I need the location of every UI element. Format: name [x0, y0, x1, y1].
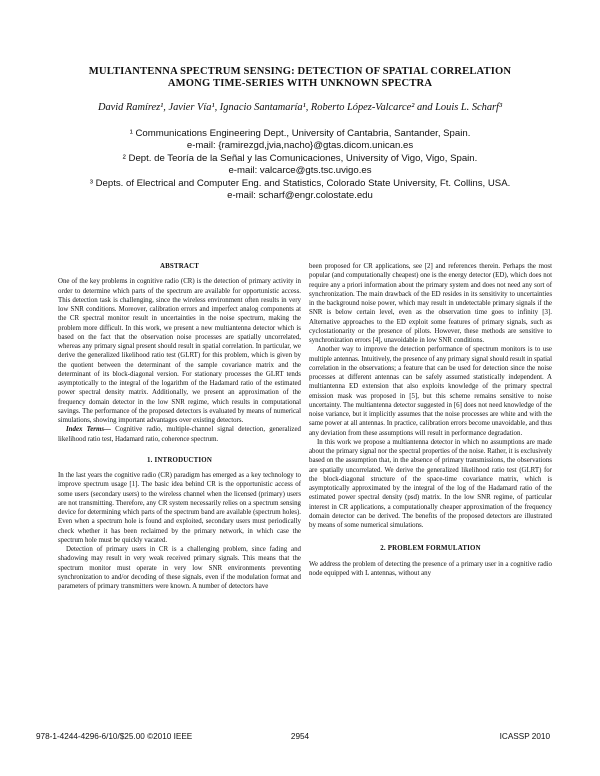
intro-paragraph-1: In the last years the cognitive radio (CR) paradigm has emerged as a key technology to improve spectrum usage [1]. The basic idea behind CR is the opportunistic access of some users (secondary users) to the wireless channel when the licensed (primary) users are not transmitting. Therefore, any CR system necessarily relies on a spectrum sensing device for determining which parts of the spectrum band are available (spectrum holes). Even when a spectrum hole is found and exploited, secondary users must periodically check whether it has been reclaimed by the primary network, in which case the spectrum hole must be quickly vacated. [58, 472, 301, 544]
footer-page-number: 2954 [290, 732, 310, 741]
left-column [58, 262, 301, 591]
intro-paragraph-2: Detection of primary users in CR is a challenging problem, since fading and shadowing may result in very weak received primary signals. This means that the spectrum monitor must operate in very low SNR environments preventing synchronization to and/or decoding of these signals, even if the modulation format and parameters of primary transmitters were known. A number of detectors have [58, 546, 301, 590]
title-line-2: AMONG TIME-SERIES WITH UNKNOWN SPECTRA [167, 78, 433, 90]
affiliation-3-email: e-mail: scharf@engr.colostate.edu [227, 190, 373, 202]
right-paragraph-3: In this work we propose a multiantenna detector in which no assumptions are made about the primary signal nor the spectral properties of the noise. Rather, it is exclusively based on the assumption that, in the absence of primary transmissions, the observations are spatially uncorrelated. We derive the generalized likelihood ratio test (GLRT) for the block-diagonal structure of the space-time covariance matrix, which is asymptotically approximated by the integral of the log of the Hadamard ratio of the estimated power spectral density (psd) matrix. In the low SNR regime, of particular interest in CR applications, a computationally cheaper approximation of the frequency domain detector can be derived. The benefits of the proposed detectors are illustrated by means of some numerical simulations. [309, 438, 552, 529]
introduction-heading: 1. INTRODUCTION [146, 456, 213, 464]
problem-paragraph-1: We address the problem of detecting the presence of a primary user in a cognitive radio node equipped with L antennas, without any [309, 560, 552, 577]
footer-conference: ICASSP 2010 [499, 732, 550, 741]
abstract-heading: ABSTRACT [159, 263, 200, 270]
right-paragraph-1: been proposed for CR applications, see [2] and references therein. Perhaps the most popular (and computationally cheapest) one is the energy detector (ED), which does not require any a priori information about the primary system and does not need any sort of synchronization. The main drawback of the ED resides in its sensitivity to uncertainties in the background noise power, which may result in undetectable primary signals if the SNR is below certain level, even as the observation time goes to infinity [3]. Alternative approaches to the ED exploit some features of primary signals, such as cyclostationarity or the presence of pilots. However, these methods are sensitive to synchronization errors [4], unavoidable in low SNR conditions. [309, 263, 552, 344]
affiliation-1: ¹ Communications Engineering Dept., University of Cantabria, Santander, Spain. [129, 128, 471, 139]
problem-formulation-heading: 2. PROBLEM FORMULATION [380, 545, 481, 553]
affiliations [30, 128, 570, 202]
index-terms [58, 425, 301, 444]
author-list: David Ramírez¹, Javier Vía¹, Ignacio Santamaría¹, Roberto López-Valcarce² and Louis L. Scharf³ [97, 102, 503, 113]
footer-isbn: 978-1-4244-4296-6/10/$25.00 ©2010 IEEE [36, 732, 193, 741]
paper-title [40, 66, 560, 91]
right-column [309, 262, 552, 578]
index-terms-text: Cognitive radio, multiple-channel signal detection, generalized likelihood ratio test, Hadamard ratio, coherence spectrum. [58, 426, 301, 443]
abstract-text: One of the key problems in cognitive radio (CR) is the detection of primary activity in order to determine which parts of the spectrum are available for opportunistic access. This detection task is challenging, since the wireless environment often results in very low SNR conditions. Moreover, calibration errors and imperfect analog components at the CR spectral monitor result in uncertainties in the noise spectrum, making the problem more difficult. In this work, we present a new multiantenna detector which is based on the fact that the observation noise processes are spatially uncorrelated, whereas any primary signal present should result in spatial correlation. In particular, we derive the generalized likelihood ratio test (GLRT) for this problem, which is given by the quotient between the determinant of the sample covariance matrix and the determinant of its block-diagonal version. For stationary processes the GLRT tends asymptotically to the integral of the logarithm of the Hadamard ratio of the estimated power spectral density matrix. Additionally, we present an approximation of the frequency domain detector in the low SNR regime, which results in computational savings. The performance of the proposed detectors is evaluated by means of numerical simulations, showing important advantages over existing detectors. [58, 278, 301, 424]
title-line-1: MULTIANTENNA SPECTRUM SENSING: DETECTION OF SPATIAL CORRELATION [88, 66, 512, 77]
index-terms-label: Index Terms— [66, 426, 111, 434]
affiliation-2-email: e-mail: valcarce@gts.tsc.uvigo.es [228, 165, 372, 177]
affiliation-2: ² Dept. de Teoría de la Señal y las Comunicaciones, University of Vigo, Vigo, Spain. [122, 152, 478, 164]
affiliation-3: ³ Depts. of Electrical and Computer Eng. and Statistics, Colorado State University, Ft. Collins, USA. [89, 177, 511, 189]
affiliation-1-email: e-mail: {ramirezgd,jvia,nacho}@gtas.dicom.unican.es [186, 140, 414, 152]
right-paragraph-2: Another way to improve the detection performance of spectrum monitors is to use multiple antennas. Intuitively, the presence of any primary signal should result in spatial correlation in the observations; a feature that can be used for detection since the noise processes at different antennas can be safely assumed statistically independent. A multiantenna ED extension that also exploits knowledge of the primary spectral emission mask was proposed in [5], but this scheme remains sensitive to noise uncertainty. The multiantenna detector suggested in [6] does not need knowledge of the noise variance, but it implicitly assumes that the noise processes are white and with the same power at all antennas. In practice, calibration errors become unavoidable, and thus any deviation from these assumptions will result in performance degradation. [309, 346, 552, 437]
